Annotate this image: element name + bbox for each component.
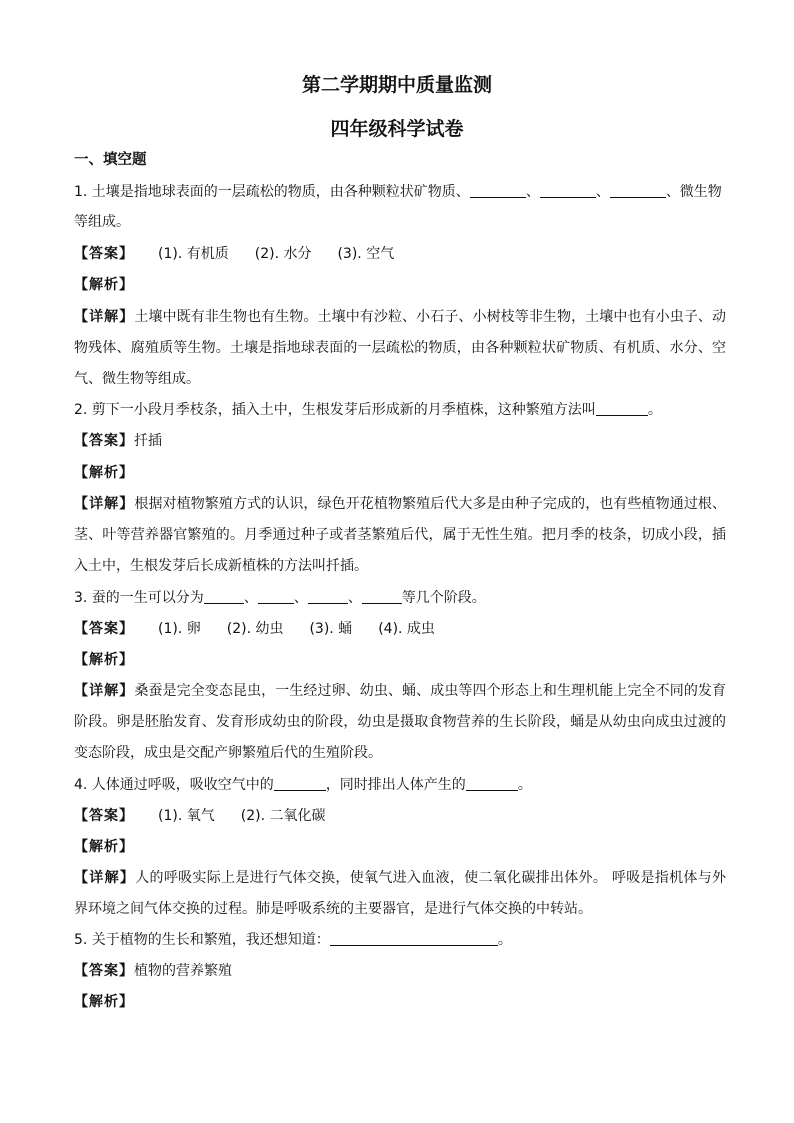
- analysis-label: 【解析】: [74, 994, 134, 1010]
- answer-blank: [308, 589, 348, 604]
- question-1-stem: 1. 土壤是指地球表面的一层疏松的物质，由各种颗粒状矿物质、 、 、 、微生物: [74, 184, 722, 200]
- question-1-stem-cont: 等组成。: [74, 214, 130, 230]
- question-1-detail: 物残体、腐殖质等生物。土壤是指地球表面的一层疏松的物质，由各种颗粒状矿物质、有机质、水分、空: [74, 340, 726, 356]
- question-2-detail: 【详解】根据对植物繁殖方式的认识，绿色开花植物繁殖后代大多是由种子完成的，也有些植物通过根、: [74, 496, 727, 512]
- question-3-detail: 变态阶段，成虫是交配产卵繁殖后代的生殖阶段。: [74, 745, 382, 761]
- question-3-answer: 【答案】 (1). 卵 (2). 幼虫 (3). 蛹 (4). 成虫: [74, 621, 435, 637]
- question-4-detail: 【详解】人的呼吸实际上是进行气体交换，使氧气进入血液，使二氧化碳排出体外。 呼吸是指机体与外: [74, 870, 727, 886]
- section-heading: 一、填空题: [74, 152, 147, 168]
- answer-blank: [258, 589, 294, 604]
- question-3-detail: 【详解】桑蚕是完全变态昆虫，一生经过卵、幼虫、蛹、成虫等四个形态上和生理机能上完全不同的发育: [74, 683, 727, 699]
- answer-blank: [204, 589, 244, 604]
- question-2-answer: 【答案】扦插: [74, 433, 162, 449]
- question-3-stem: 3. 蚕的一生可以分为 、 、 、 等几个阶段。: [74, 590, 486, 606]
- analysis-label: 【解析】: [74, 277, 134, 293]
- analysis-label: 【解析】: [74, 839, 134, 855]
- answer-blank: [470, 183, 526, 198]
- answer-blank: [540, 183, 596, 198]
- answer-blank: [274, 776, 326, 791]
- answer-label: 【答案】: [74, 621, 134, 637]
- analysis-label: 【解析】: [74, 652, 134, 668]
- question-2-stem: 2. 剪下一小段月季枝条，插入土中，生根发芽后形成新的月季植株，这种繁殖方法叫 。: [74, 402, 662, 418]
- question-4-answer: 【答案】 (1). 氧气 (2). 二氧化碳: [74, 808, 326, 824]
- answer-blank: [466, 776, 518, 791]
- answer-label: 【答案】: [74, 808, 134, 824]
- question-1-detail: 【详解】土壤中既有非生物也有生物。土壤中有沙粒、小石子、小树枝等非生物，土壤中也有小虫子、动: [74, 309, 727, 325]
- page-title: 第二学期期中质量监测: [301, 74, 492, 96]
- question-1-detail: 气、微生物等组成。: [74, 371, 200, 387]
- analysis-label: 【解析】: [74, 465, 134, 481]
- question-2-detail: 茎、叶等营养器官繁殖的。月季通过种子或者茎繁殖后代，属于无性生殖。把月季的枝条，切成小段，插: [74, 527, 726, 543]
- question-3-detail: 阶段。卵是胚胎发育、发育形成幼虫的阶段，幼虫是摄取食物营养的生长阶段，蛹是从幼虫向成虫过渡的: [74, 714, 726, 730]
- answer-blank: [330, 931, 498, 946]
- answer-blank: [610, 183, 666, 198]
- page-subtitle: 四年级科学试卷: [330, 118, 464, 140]
- question-4-detail: 界环境之间气体交换的过程。肺是呼吸系统的主要器官，是进行气体交换的中转站。: [74, 901, 592, 917]
- answer-label: 【答案】: [74, 433, 134, 449]
- question-5-answer: 【答案】植物的营养繁殖: [74, 963, 232, 979]
- answer-label: 【答案】: [74, 963, 134, 979]
- question-2-detail: 入土中，生根发芽后长成新植株的方法叫扦插。: [74, 558, 368, 574]
- answer-blank: [362, 589, 402, 604]
- question-1-answer: 【答案】 (1). 有机质 (2). 水分 (3). 空气: [74, 246, 395, 262]
- answer-blank: [596, 401, 648, 416]
- answer-label: 【答案】: [74, 246, 134, 262]
- question-4-stem: 4. 人体通过呼吸，吸收空气中的 ，同时排出人体产生的 。: [74, 777, 532, 793]
- question-5-stem: 5. 关于植物的生长和繁殖，我还想知道： 。: [74, 932, 512, 948]
